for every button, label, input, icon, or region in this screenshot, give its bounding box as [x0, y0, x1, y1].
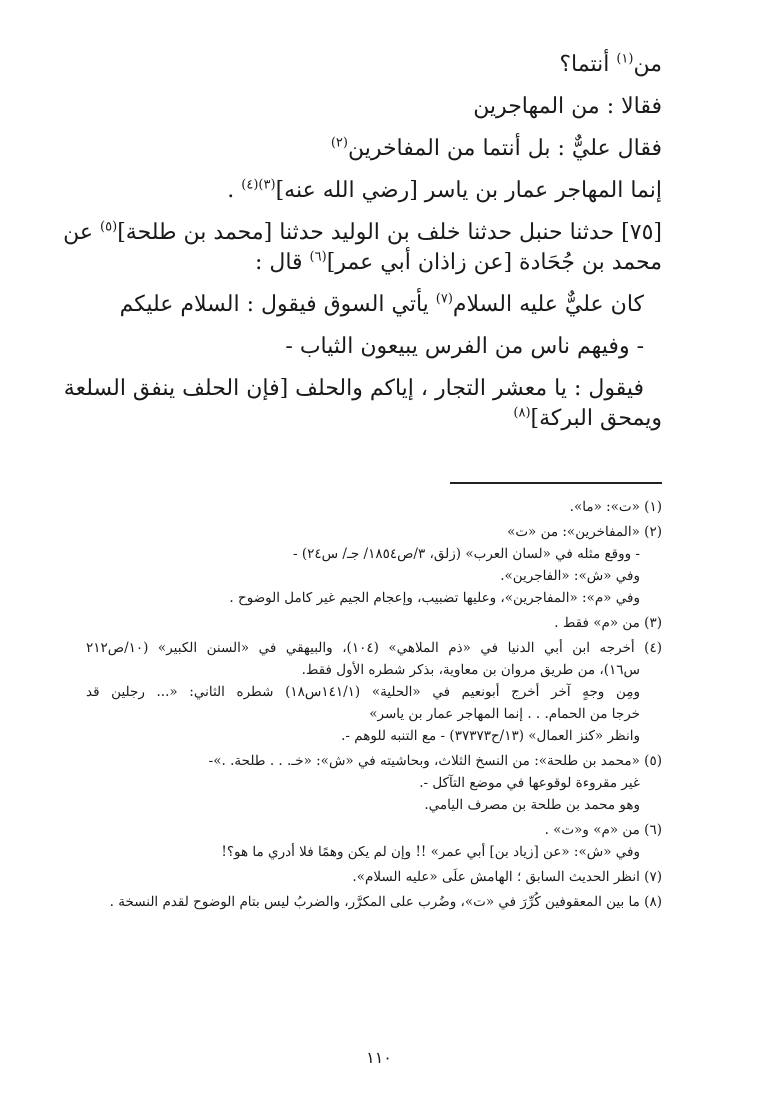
text-line: محمد بن جُحَادة [عن زاذان أبي عمر]$^{(٦)}$ قال :: [254, 249, 662, 275]
footnote-line: - ووقع مثله في «لسان العرب» (زلق، ٣/ص١٨٥٤/ جـ/ س٢٤) -: [292, 546, 640, 562]
footnote-separator: [450, 482, 662, 484]
footnote-line: س١٦)، من طريق مروان بن معاوية، بذكر شطره الأول فقط.: [301, 662, 640, 678]
hadith-number-line: [٧٥] حدثنا حنبل حدثنا خلف بن الوليد حدثنا [محمد بن طلحة]$^{(٥)}$ عن: [63, 219, 662, 245]
footnote-line: (٦) من «م» و«ت» .: [544, 822, 662, 838]
footnote-line: (٧) انظر الحديث السابق ؛ الهامش علَى «عليه السلام».: [352, 869, 662, 885]
footnote-line: (١) «ت»: «ما».: [569, 499, 662, 515]
text-line: فقالا : من المهاجرين: [473, 94, 662, 119]
footnote-line: وانظر «كنز العمال» (١٣/ح٣٧٣٧٣) - مع التنبه للوهم -.: [341, 728, 640, 744]
footnote-line: خرجا من الحمام. . . إنما المهاجر عمار بن ياسر»: [369, 706, 640, 722]
footnote-line: وفي «م»: «المفاجرين»، وعليها تضبيب، وإعجام الجيم غير كامل الوضوح .: [229, 590, 640, 606]
footnote-line: وفي «ش»: «عن [زياد بن] أبي عمر» !! وإن لم يكن وهمًا فلا أدري ما هو؟!: [221, 844, 640, 860]
footnote-line: وهو محمد بن طلحة بن مصرف اليامي.: [424, 797, 640, 813]
footnote-marker: (١): [616, 51, 634, 67]
footnote-line: (٥) «محمد بن طلحة»: من النسخ الثلاث، وبحاشيته في «ش»: «خـ. . . طلحة. .»-: [208, 753, 662, 769]
main-text: [63, 50, 662, 434]
footnote-marker: (٦): [309, 249, 327, 265]
footnote-marker: (٨): [513, 405, 531, 421]
text-line: فقال عليٌّ : بل أنتما من المفاخرين$^{(٢)}$: [330, 135, 662, 161]
text-line: من$^{(١)}$ أنتما؟: [559, 51, 662, 77]
text-line: كان عليٌّ عليه السلام$^{(٧)}$ يأتي السوق فيقول : السلام عليكم: [119, 291, 644, 317]
footnote-line: وفي «ش»: «الفاجرين».: [500, 568, 640, 584]
footnote-line: (٢) «المفاخرين»: من «ت»: [507, 524, 662, 540]
footnote-marker: (٣)(٤): [241, 177, 276, 193]
footnote-line: (٨) ما بين المعقوفين كُرِّرَ في «ت»، وضُرب على المكرَّر، والضربُ ليس بتام الوضوح لقدم النسخة .: [109, 894, 662, 910]
text-line: - وفيهم ناس من الفرس يبيعون الثياب -: [285, 334, 644, 359]
footnote-line: غير مقروءة لوقوعها في موضع التآكل -.: [419, 775, 640, 791]
footnote-marker: (٥): [100, 219, 118, 235]
footnote-marker: (٢): [330, 135, 348, 151]
page-number: ١١٠: [366, 1048, 392, 1067]
footnote-line: (٤) أخرجه ابن أبي الدنيا في «ذم الملاهي» (١٠٤)، والبيهقي في «السنن الكبير» (١٠/ص٢١٢: [86, 640, 662, 656]
footnote-marker: (٧): [435, 291, 453, 307]
text-line: ويمحق البركة]$^{(٨)}$: [513, 405, 662, 431]
footnotes: [86, 496, 662, 913]
footnote-line: (٣) من «م» فقط .: [554, 615, 662, 631]
text-line: فيقول : يا معشر التجار ، إياكم والحلف [فإن الحلف ينفق السلعة: [63, 376, 644, 401]
footnote-line: ومِن وجهٍ آخر أخرج أبونعيم في «الحلية» (١٤١/١س١٨) شطره الثاني: «... رجلين قد: [86, 684, 640, 700]
text-line: إنما المهاجر عمار بن ياسر [رضي الله عنه]$^{(٣)(٤)}$ .: [227, 177, 662, 203]
